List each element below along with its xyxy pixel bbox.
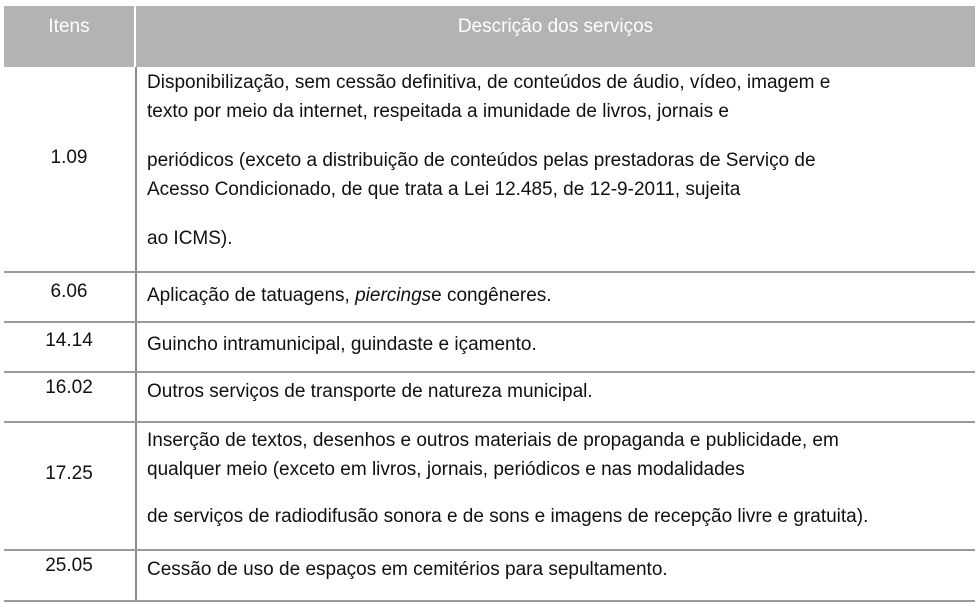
description-line: Acesso Condicionado, de que trata a Lei 12.485, de 12-9-2011, sujeita bbox=[147, 179, 741, 200]
item-description bbox=[147, 281, 972, 310]
description-line: periódicos (exceto a distribuição de conteúdos pelas prestadoras de Serviço de bbox=[147, 150, 816, 171]
description-text: e congêneres. bbox=[431, 285, 552, 306]
header-items: Itens bbox=[48, 16, 90, 37]
table-row bbox=[4, 273, 975, 323]
item-code: 6.06 bbox=[50, 281, 88, 302]
item-code: 14.14 bbox=[45, 330, 93, 351]
description-line: texto por meio da internet, respeitada a imunidade de livros, jornais e bbox=[147, 101, 729, 122]
item-description bbox=[147, 330, 972, 359]
table-row bbox=[4, 551, 975, 601]
description-text: Aplicação de tatuagens, bbox=[147, 285, 356, 306]
column-divider bbox=[135, 273, 137, 321]
description-line: Cessão de uso de espaços em cemitérios para sepultamento. bbox=[147, 559, 668, 580]
description-line: Guincho intramunicipal, guindaste e içamento. bbox=[147, 334, 537, 355]
table-row bbox=[4, 373, 975, 423]
item-code: 16.02 bbox=[45, 377, 93, 398]
item-description bbox=[147, 67, 972, 253]
item-description bbox=[147, 426, 972, 531]
table-row bbox=[4, 67, 975, 273]
item-code: 25.05 bbox=[45, 555, 93, 576]
header-description: Descrição dos serviços bbox=[457, 16, 654, 37]
item-description bbox=[147, 377, 972, 406]
item-description bbox=[147, 555, 972, 584]
description-line: de serviços de radiodifusão sonora e de sons e imagens de recepção livre e gratuita). bbox=[147, 506, 869, 527]
services-table bbox=[4, 6, 975, 67]
column-divider bbox=[135, 423, 137, 549]
description-line: Outros serviços de transporte de natureza municipal. bbox=[147, 381, 593, 402]
item-code: 17.25 bbox=[45, 463, 93, 484]
table-bottom-border bbox=[4, 600, 975, 602]
table-body bbox=[4, 67, 975, 601]
table-row bbox=[4, 423, 975, 551]
column-divider bbox=[135, 323, 137, 371]
column-divider bbox=[135, 551, 137, 601]
description-line: Disponibilização, sem cessão definitiva, de conteúdos de áudio, vídeo, imagem e bbox=[147, 72, 831, 93]
column-divider bbox=[135, 373, 137, 421]
description-line: qualquer meio (exceto em livros, jornais, periódicos e nas modalidades bbox=[147, 459, 745, 480]
description-italic-term: piercings bbox=[355, 285, 432, 306]
column-divider bbox=[135, 67, 137, 271]
table-row bbox=[4, 323, 975, 373]
item-code: 1.09 bbox=[50, 147, 88, 168]
table-header bbox=[4, 6, 975, 67]
description-line: ao ICMS). bbox=[147, 228, 233, 249]
description-line: Inserção de textos, desenhos e outros materiais de propaganda e publicidade, em bbox=[147, 430, 839, 451]
